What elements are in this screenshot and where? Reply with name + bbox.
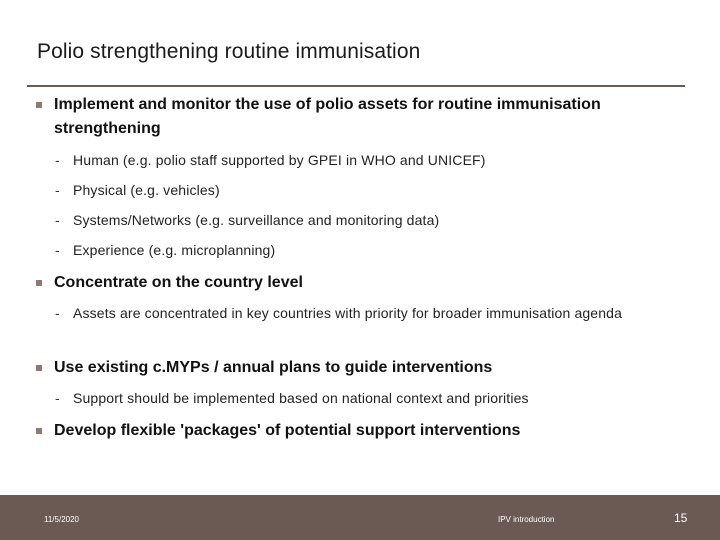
bullet-item [36, 271, 676, 295]
bullet-item [36, 356, 676, 380]
dash-icon: - [55, 212, 60, 228]
bullet-text: Use existing c.MYPs / annual plans to guide interventions [54, 359, 493, 376]
sub-bullet-text: Human (e.g. polio staff supported by GPEI in WHO and UNICEF) [73, 152, 486, 168]
bullet-square-icon [36, 365, 42, 371]
sub-bullet-item [55, 208, 675, 232]
bullet-item [36, 93, 676, 141]
sub-bullet-text: Support should be implemented based on national context and priorities [73, 390, 529, 406]
sub-bullet-text: Systems/Networks (e.g. surveillance and monitoring data) [73, 212, 440, 228]
sub-bullet-item [55, 238, 675, 262]
dash-icon: - [55, 152, 60, 168]
page-number: 15 [674, 511, 688, 525]
sub-bullet-item [55, 386, 675, 410]
dash-icon: - [55, 242, 60, 258]
bullet-square-icon [36, 102, 42, 108]
sub-bullet-item [55, 178, 675, 202]
sub-bullet-item [55, 148, 675, 172]
bullet-square-icon [36, 428, 42, 434]
bullet-item [36, 419, 676, 443]
footer-bar [0, 495, 720, 540]
bullet-text: Implement and monitor the use of polio assets for routine immunisation strengthening [54, 96, 601, 137]
bullet-text: Concentrate on the country level [54, 274, 303, 291]
dash-icon: - [55, 390, 60, 406]
footer-title: IPV introduction [498, 515, 555, 524]
sub-bullet-text: Experience (e.g. microplanning) [73, 242, 276, 258]
sub-bullet-item [55, 301, 675, 325]
footer-date: 11/5/2020 [44, 515, 79, 524]
sub-bullet-text: Physical (e.g. vehicles) [73, 182, 220, 198]
sub-bullet-text: Assets are concentrated in key countries with priority for broader immunisation agenda [73, 305, 623, 321]
bullet-square-icon [36, 280, 42, 286]
slide-title: Polio strengthening routine immunisation [37, 40, 421, 63]
dash-icon: - [55, 182, 60, 198]
bullet-text: Develop flexible 'packages' of potential support interventions [54, 422, 521, 439]
dash-icon: - [55, 305, 60, 321]
